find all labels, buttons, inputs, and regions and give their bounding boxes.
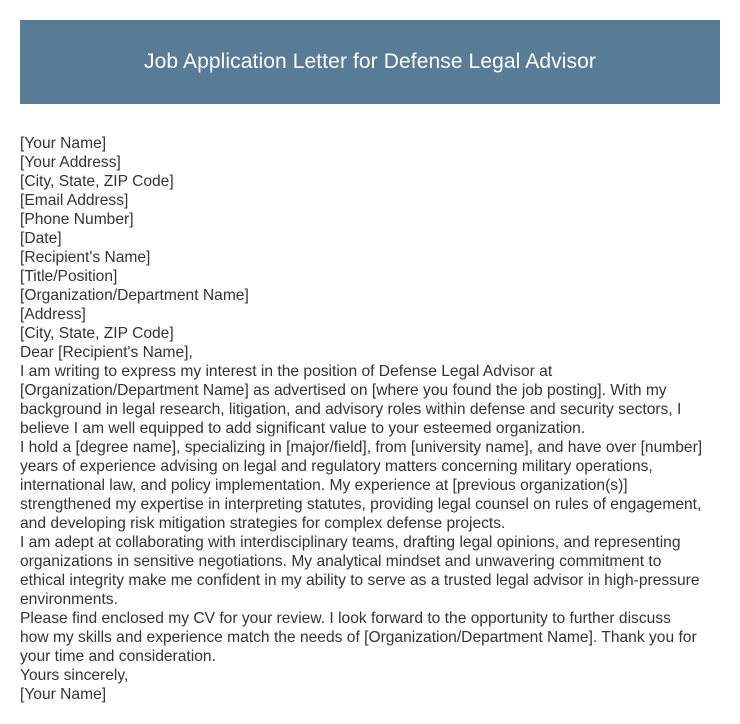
paragraph-line: ethical integrity make me confident in my ability to serve as a trusted legal advisor in high-pressure bbox=[20, 572, 700, 589]
paragraph-line: international law, and policy implementation. My experience at [previous organization(s)] bbox=[20, 477, 628, 494]
paragraph-line: I am adept at collaborating with interdisciplinary teams, drafting legal opinions, and representing bbox=[20, 534, 681, 551]
recipient-title: [Title/Position] bbox=[20, 268, 118, 285]
page-title: Job Application Letter for Defense Legal Advisor bbox=[144, 50, 596, 73]
letter-header bbox=[20, 20, 720, 104]
paragraph-line: environments. bbox=[20, 591, 118, 608]
sender-address: [Your Address] bbox=[20, 154, 121, 171]
paragraph-line: your time and consideration. bbox=[20, 648, 216, 665]
paragraph-line: how my skills and experience match the needs of [Organization/Department Name]. Thank you for bbox=[20, 629, 697, 646]
sender-city-state-zip: [City, State, ZIP Code] bbox=[20, 173, 174, 190]
sender-name: [Your Name] bbox=[20, 135, 107, 152]
paragraph-line: strengthened my expertise in interpreting statutes, providing legal counsel on rules of engagement, bbox=[20, 496, 702, 513]
sender-phone: [Phone Number] bbox=[20, 211, 134, 228]
salutation: Dear [Recipient's Name], bbox=[20, 344, 193, 361]
signature: [Your Name] bbox=[20, 686, 107, 703]
letter-date: [Date] bbox=[20, 230, 62, 247]
recipient-address: [Address] bbox=[20, 306, 86, 323]
sender-email: [Email Address] bbox=[20, 192, 129, 209]
paragraph-line: and developing risk mitigation strategies for complex defense projects. bbox=[20, 515, 506, 532]
paragraph-line: organizations in sensitive negotiations. My analytical mindset and unwavering commitment to bbox=[20, 553, 662, 570]
paragraph-line: Please find enclosed my CV for your review. I look forward to the opportunity to further discuss bbox=[20, 610, 671, 627]
paragraph-skills bbox=[20, 533, 720, 609]
paragraph-line: years of experience advising on legal and regulatory matters concerning military operations, bbox=[20, 458, 653, 475]
paragraph-qualifications bbox=[20, 438, 720, 533]
recipient-name: [Recipient's Name] bbox=[20, 249, 151, 266]
recipient-organization: [Organization/Department Name] bbox=[20, 287, 249, 304]
recipient-city-state-zip: [City, State, ZIP Code] bbox=[20, 325, 174, 342]
paragraph-line: believe I am well equipped to add significant value to your esteemed organization. bbox=[20, 420, 586, 437]
paragraph-closing bbox=[20, 609, 720, 666]
paragraph-line: [Organization/Department Name] as advertised on [where you found the job posting]. With my bbox=[20, 382, 667, 399]
paragraph-line: background in legal research, litigation, and advisory roles within defense and security sectors, I bbox=[20, 401, 682, 418]
paragraph-interest bbox=[20, 362, 720, 438]
letter-body bbox=[20, 134, 720, 704]
closing: Yours sincerely, bbox=[20, 667, 129, 684]
paragraph-line: I am writing to express my interest in the position of Defense Legal Advisor at bbox=[20, 363, 553, 380]
paragraph-line: I hold a [degree name], specializing in [major/field], from [university name], and have over [number] bbox=[20, 439, 703, 456]
